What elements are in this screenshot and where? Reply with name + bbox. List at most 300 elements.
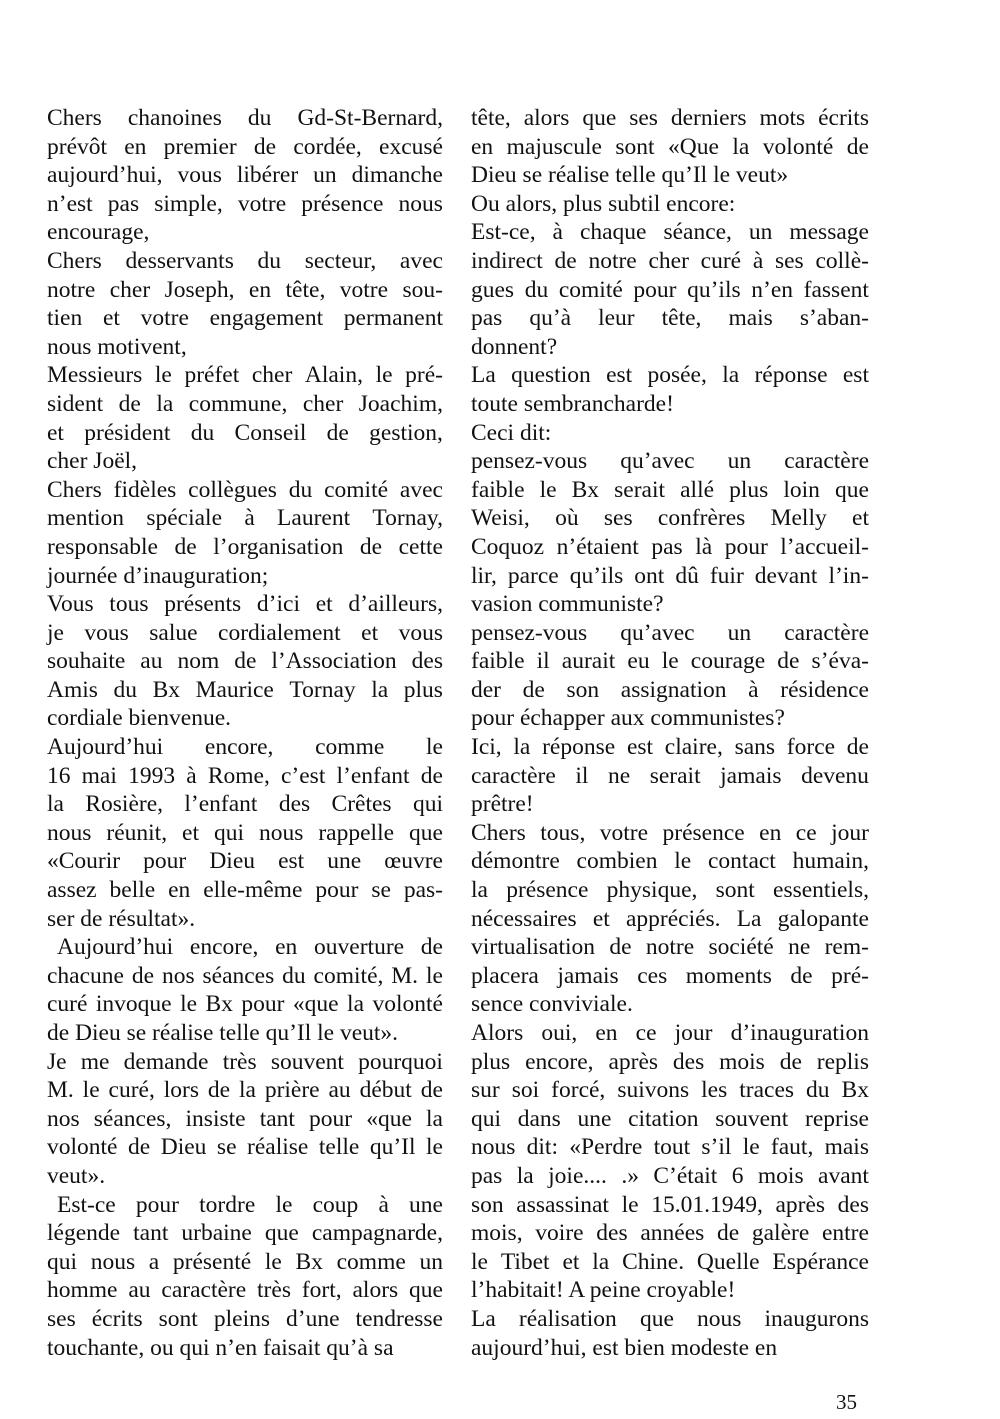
word: de: [420, 762, 443, 789]
text-line: toute sembrancharde!: [471, 390, 674, 417]
word: l’enfant: [336, 762, 410, 789]
word: cher: [302, 390, 344, 417]
text-line: [47, 1191, 443, 1220]
word: ce: [795, 819, 817, 846]
word: «Que: [668, 133, 719, 160]
word: le: [82, 1077, 100, 1104]
word: l’Association: [271, 648, 397, 675]
word: que: [835, 476, 869, 503]
word: pensez-vous: [471, 448, 588, 475]
word: écrits: [818, 105, 869, 131]
word: sont: [615, 133, 655, 160]
text-line: touchante, ou qui n’en faisait qu’à sa: [47, 1334, 394, 1361]
word: tête,: [471, 105, 511, 131]
word: nous: [471, 1134, 516, 1161]
word: aujourd’hui,: [47, 162, 163, 189]
word: de: [253, 133, 277, 160]
word: tous: [109, 591, 149, 618]
word: pour: [633, 276, 677, 303]
text-line: [471, 1191, 869, 1220]
word: «que: [292, 991, 339, 1018]
word: majuscule: [506, 133, 602, 160]
word: volonté: [47, 1134, 118, 1161]
word: de: [234, 648, 257, 675]
word: réunit,: [106, 819, 168, 846]
word: engagement: [209, 305, 324, 332]
word: pas: [471, 305, 503, 332]
word: derniers: [670, 105, 747, 131]
word: 16: [47, 762, 71, 789]
word: je: [47, 619, 64, 646]
word: résidence: [780, 676, 869, 703]
text-line: [47, 762, 443, 791]
word: de: [174, 533, 197, 560]
word: qui: [47, 1248, 78, 1275]
word: du: [282, 962, 306, 989]
word: contact: [707, 848, 776, 875]
word: après: [775, 1191, 826, 1218]
word: vous: [177, 162, 222, 189]
word: jour: [674, 1020, 713, 1046]
word: entre: [821, 1220, 869, 1247]
word: et: [182, 819, 200, 846]
word: président: [84, 419, 171, 446]
word: ses: [629, 105, 658, 131]
word: un: [748, 219, 773, 246]
word: le: [742, 1134, 760, 1161]
word: tendresse: [355, 1305, 443, 1332]
word: inaugurons: [764, 1305, 869, 1332]
word: mois: [757, 1162, 804, 1189]
word: prière: [264, 1077, 320, 1104]
word: la: [592, 1248, 610, 1275]
word: est: [626, 734, 654, 761]
word: ce: [635, 1020, 657, 1046]
word: années: [640, 1220, 705, 1247]
word: un: [419, 1248, 443, 1275]
word: Coquoz: [471, 533, 545, 560]
word: société: [708, 934, 774, 961]
word: posée,: [647, 362, 707, 389]
word: tête,: [661, 305, 702, 332]
word: en: [168, 877, 191, 904]
word: comité,: [313, 962, 384, 989]
word: la: [722, 362, 740, 389]
word: notre: [645, 934, 695, 961]
word: une: [409, 1191, 443, 1218]
word: Bx: [841, 1077, 869, 1104]
word: présence: [506, 877, 589, 904]
word: nous: [398, 190, 443, 217]
word: pré-: [405, 362, 443, 389]
text-line: [471, 1105, 869, 1134]
word: appréciés.: [625, 905, 721, 932]
word: citation: [628, 1105, 699, 1132]
word: souhaite: [47, 648, 126, 675]
word: la: [156, 390, 174, 417]
word: jamais: [720, 762, 782, 789]
word: fidèles: [113, 476, 177, 503]
word: du: [524, 276, 549, 303]
word: invoque: [95, 991, 172, 1018]
text-line: [47, 104, 443, 133]
word: d’ailleurs,: [348, 591, 443, 618]
word: de: [846, 133, 869, 160]
word: caractère: [161, 1277, 247, 1304]
word: assassinat: [516, 1191, 609, 1218]
word: combien: [576, 848, 658, 875]
word: Chers: [471, 819, 526, 846]
text-line: [471, 476, 869, 505]
word: 6: [731, 1162, 744, 1189]
word: tant: [133, 1220, 169, 1247]
word: du: [247, 105, 272, 131]
word: est: [278, 848, 305, 875]
text-line: [471, 304, 869, 333]
word: le: [375, 362, 393, 389]
word: reprise: [805, 1105, 869, 1132]
word: une: [327, 848, 362, 875]
word: replis: [816, 1048, 869, 1075]
word: la: [371, 676, 389, 703]
word: le: [621, 1191, 639, 1218]
word: collègues: [188, 476, 277, 503]
word: de: [420, 934, 443, 961]
word: libérer: [236, 162, 299, 189]
word: et: [47, 419, 64, 446]
word: n’en: [751, 276, 794, 303]
word: physique,: [606, 877, 698, 904]
word: qu’à: [529, 305, 572, 332]
word: cordée,: [293, 133, 362, 160]
word: me: [80, 1048, 110, 1075]
word: commune,: [188, 390, 288, 417]
text-line: ser de résultat».: [47, 905, 196, 932]
word: Aujourd’hui: [57, 934, 174, 961]
word: caractère: [784, 619, 869, 646]
word: salue: [149, 619, 198, 646]
word: qui: [213, 819, 245, 846]
word: dit:: [526, 1134, 558, 1161]
word: volonté: [762, 133, 834, 160]
word: Vous: [47, 591, 94, 618]
word: comme: [315, 734, 385, 761]
word: la: [471, 877, 488, 904]
word: votre: [237, 190, 287, 217]
word: traces: [739, 1077, 795, 1104]
text-line: journée d’inauguration;: [47, 562, 269, 589]
text-line: [47, 1276, 443, 1305]
word: caractère: [784, 448, 869, 475]
text-line: [47, 619, 443, 648]
word: loin: [783, 476, 820, 503]
word: claire,: [664, 734, 723, 761]
text-line: [47, 676, 443, 705]
word: sur: [471, 1077, 500, 1104]
word: pour: [724, 533, 768, 560]
word: Bx: [152, 676, 180, 703]
text-line: [471, 447, 869, 476]
text-line: [471, 504, 869, 533]
word: avec: [399, 476, 443, 503]
word: chaque: [579, 219, 647, 246]
word: de: [128, 1134, 151, 1161]
word: et: [361, 619, 379, 646]
word: excusé: [379, 133, 443, 160]
word: ces: [637, 962, 668, 989]
word: que: [639, 1305, 674, 1332]
text-line: [471, 133, 869, 162]
word: présence: [662, 819, 745, 846]
word: en: [471, 133, 494, 160]
word: mois: [719, 1048, 765, 1075]
word: ont: [634, 562, 665, 589]
word: pré-: [831, 962, 869, 989]
word: voire: [535, 1220, 584, 1247]
word: M.: [391, 962, 419, 989]
word: comme: [336, 1248, 406, 1275]
word: nécessaires: [471, 905, 577, 932]
word: caractère: [471, 762, 556, 789]
word: curé: [47, 991, 88, 1018]
word: écrits: [91, 1305, 143, 1332]
word: Tornay,: [372, 505, 443, 532]
word: Ici,: [471, 734, 502, 761]
word: de: [359, 533, 383, 560]
word: placera: [471, 962, 539, 989]
word: Conseil: [234, 419, 307, 446]
text-line: [47, 161, 443, 190]
word: Tornay: [289, 676, 356, 703]
word: l’enfant: [184, 791, 258, 818]
word: secteur,: [304, 247, 377, 274]
word: devenu: [801, 762, 869, 789]
word: allé: [680, 476, 715, 503]
word: curé,: [108, 1077, 155, 1104]
text-line: Ceci dit:: [471, 419, 552, 446]
text-line: [471, 676, 869, 705]
text-line: [471, 562, 869, 591]
word: Espérance: [772, 1248, 869, 1275]
word: c’est: [280, 762, 326, 789]
text-line: veut».: [47, 1162, 106, 1189]
word: campagnarde,: [311, 1220, 443, 1247]
word: est: [842, 362, 869, 389]
word: mention: [47, 505, 125, 532]
word: cher: [109, 276, 151, 303]
word: prévôt: [47, 133, 108, 160]
word: chanoines: [127, 105, 222, 131]
text-line: [47, 876, 443, 905]
word: spéciale: [146, 505, 223, 532]
word: n’étaient: [556, 533, 639, 560]
word: Gd-St-Bernard,: [297, 105, 443, 131]
text-line: [47, 1133, 443, 1162]
word: chacune: [47, 962, 124, 989]
text-line: [471, 647, 869, 676]
word: Maurice: [195, 676, 274, 703]
word: pour: [143, 848, 187, 875]
word: œuvre: [384, 848, 443, 875]
word: nous: [47, 819, 92, 846]
word: tien: [47, 305, 83, 332]
word: comité: [324, 476, 389, 503]
text-line: nous motivent,: [47, 333, 187, 360]
word: du: [190, 419, 215, 446]
word: Chers: [47, 476, 102, 503]
word: nous: [258, 819, 304, 846]
word: rappelle: [318, 819, 395, 846]
word: sont: [715, 877, 755, 904]
word: vous: [84, 619, 129, 646]
text-line: [47, 504, 443, 533]
word: question: [511, 362, 591, 389]
word: le: [426, 1134, 443, 1161]
word: présence: [301, 190, 384, 217]
word: serait: [649, 762, 701, 789]
word: Weisi,: [471, 505, 530, 532]
word: au: [128, 1277, 151, 1304]
word: collè-: [815, 247, 869, 274]
text-line: [471, 1019, 869, 1048]
word: M.: [47, 1077, 74, 1104]
word: un: [313, 162, 337, 189]
text-line: [471, 847, 869, 876]
word: ne: [788, 934, 811, 961]
word: au: [328, 1077, 351, 1104]
word: courage: [690, 648, 766, 675]
word: galère: [751, 1220, 810, 1247]
word: de: [790, 962, 813, 989]
word: La: [471, 362, 496, 389]
word: de: [846, 734, 869, 761]
word: qu’avec: [620, 619, 695, 646]
word: tête,: [285, 276, 326, 303]
word: séances,: [93, 1105, 172, 1132]
word: il: [575, 762, 589, 789]
word: sou-: [402, 276, 443, 303]
word: des: [596, 1220, 628, 1247]
word: .»: [621, 1162, 639, 1189]
word: faut,: [770, 1134, 814, 1161]
word: Bx: [205, 991, 233, 1018]
word: mai: [81, 762, 117, 789]
text-line: [47, 1219, 443, 1248]
word: pas: [107, 190, 140, 217]
word: pourquoi: [358, 1048, 443, 1075]
text-line: [47, 390, 443, 419]
word: dimanche: [351, 162, 443, 189]
word: responsable: [47, 533, 158, 560]
word: Chine.: [622, 1248, 685, 1275]
word: faible: [471, 476, 525, 503]
word: le: [264, 1248, 282, 1275]
word: Amis: [47, 676, 98, 703]
word: volonté: [372, 991, 443, 1018]
word: nom: [177, 648, 220, 675]
word: 15.01.1949,: [651, 1191, 763, 1218]
word: et: [562, 1248, 580, 1275]
text-line: [471, 933, 869, 962]
word: s’aban-: [799, 305, 869, 332]
text-line: [471, 247, 869, 276]
text-line: prêtre!: [471, 791, 534, 818]
text-line: [47, 1048, 443, 1077]
text-line: [471, 1305, 869, 1334]
text-line: [471, 1133, 869, 1162]
word: Je: [47, 1048, 67, 1075]
word: se: [371, 877, 391, 904]
right-column: [471, 104, 869, 1362]
text-line: Dieu se réalise telle qu’Il le veut»: [471, 162, 789, 189]
word: d’inauguration: [730, 1020, 869, 1046]
text-line: [47, 847, 443, 876]
word: encore,: [525, 1048, 594, 1075]
word: homme: [47, 1277, 118, 1304]
word: curé: [700, 247, 742, 274]
word: pas: [651, 533, 683, 560]
word: demande: [123, 1048, 209, 1075]
word: ne: [607, 762, 631, 789]
word: s’il: [701, 1134, 732, 1161]
word: moments: [685, 962, 772, 989]
word: la: [238, 1077, 256, 1104]
word: notre: [588, 247, 637, 274]
word: cher: [648, 247, 689, 274]
word: plus: [471, 1048, 511, 1075]
word: encore,: [204, 734, 274, 761]
word: du: [806, 1077, 830, 1104]
word: fassent: [803, 276, 869, 303]
word: pour: [315, 877, 359, 904]
word: qu’ils: [687, 276, 741, 303]
word: Aujourd’hui: [47, 734, 164, 761]
word: très: [222, 1048, 257, 1075]
text-line: [47, 190, 443, 219]
text-line: [47, 962, 443, 991]
word: leur: [598, 305, 635, 332]
word: le: [471, 1248, 488, 1275]
word: mais: [728, 305, 773, 332]
word: qu’ils: [569, 562, 624, 589]
word: à: [752, 247, 764, 274]
word: le: [674, 848, 692, 875]
word: préfet: [184, 362, 240, 389]
word: votre: [339, 276, 389, 303]
text-line: [47, 647, 443, 676]
text-line: [47, 1105, 443, 1134]
word: la: [516, 1162, 534, 1189]
word: soi: [511, 1077, 540, 1104]
word: indirect: [471, 247, 543, 274]
word: d’une: [286, 1305, 340, 1332]
text-line: [471, 276, 869, 305]
word: sans: [734, 734, 776, 761]
text-line: [471, 962, 869, 991]
word: «Courir: [47, 848, 121, 875]
word: l’accueil-: [780, 533, 869, 560]
text-line: [47, 733, 443, 762]
word: Est-ce,: [471, 219, 536, 246]
word: Rome,: [207, 762, 270, 789]
text-line: [47, 819, 443, 848]
word: pour: [309, 1105, 353, 1132]
word: nous: [90, 1248, 136, 1275]
word: der: [471, 676, 502, 703]
text-line: sence conviviale.: [471, 991, 633, 1018]
word: son: [471, 1191, 504, 1218]
word: démontre: [471, 848, 560, 875]
